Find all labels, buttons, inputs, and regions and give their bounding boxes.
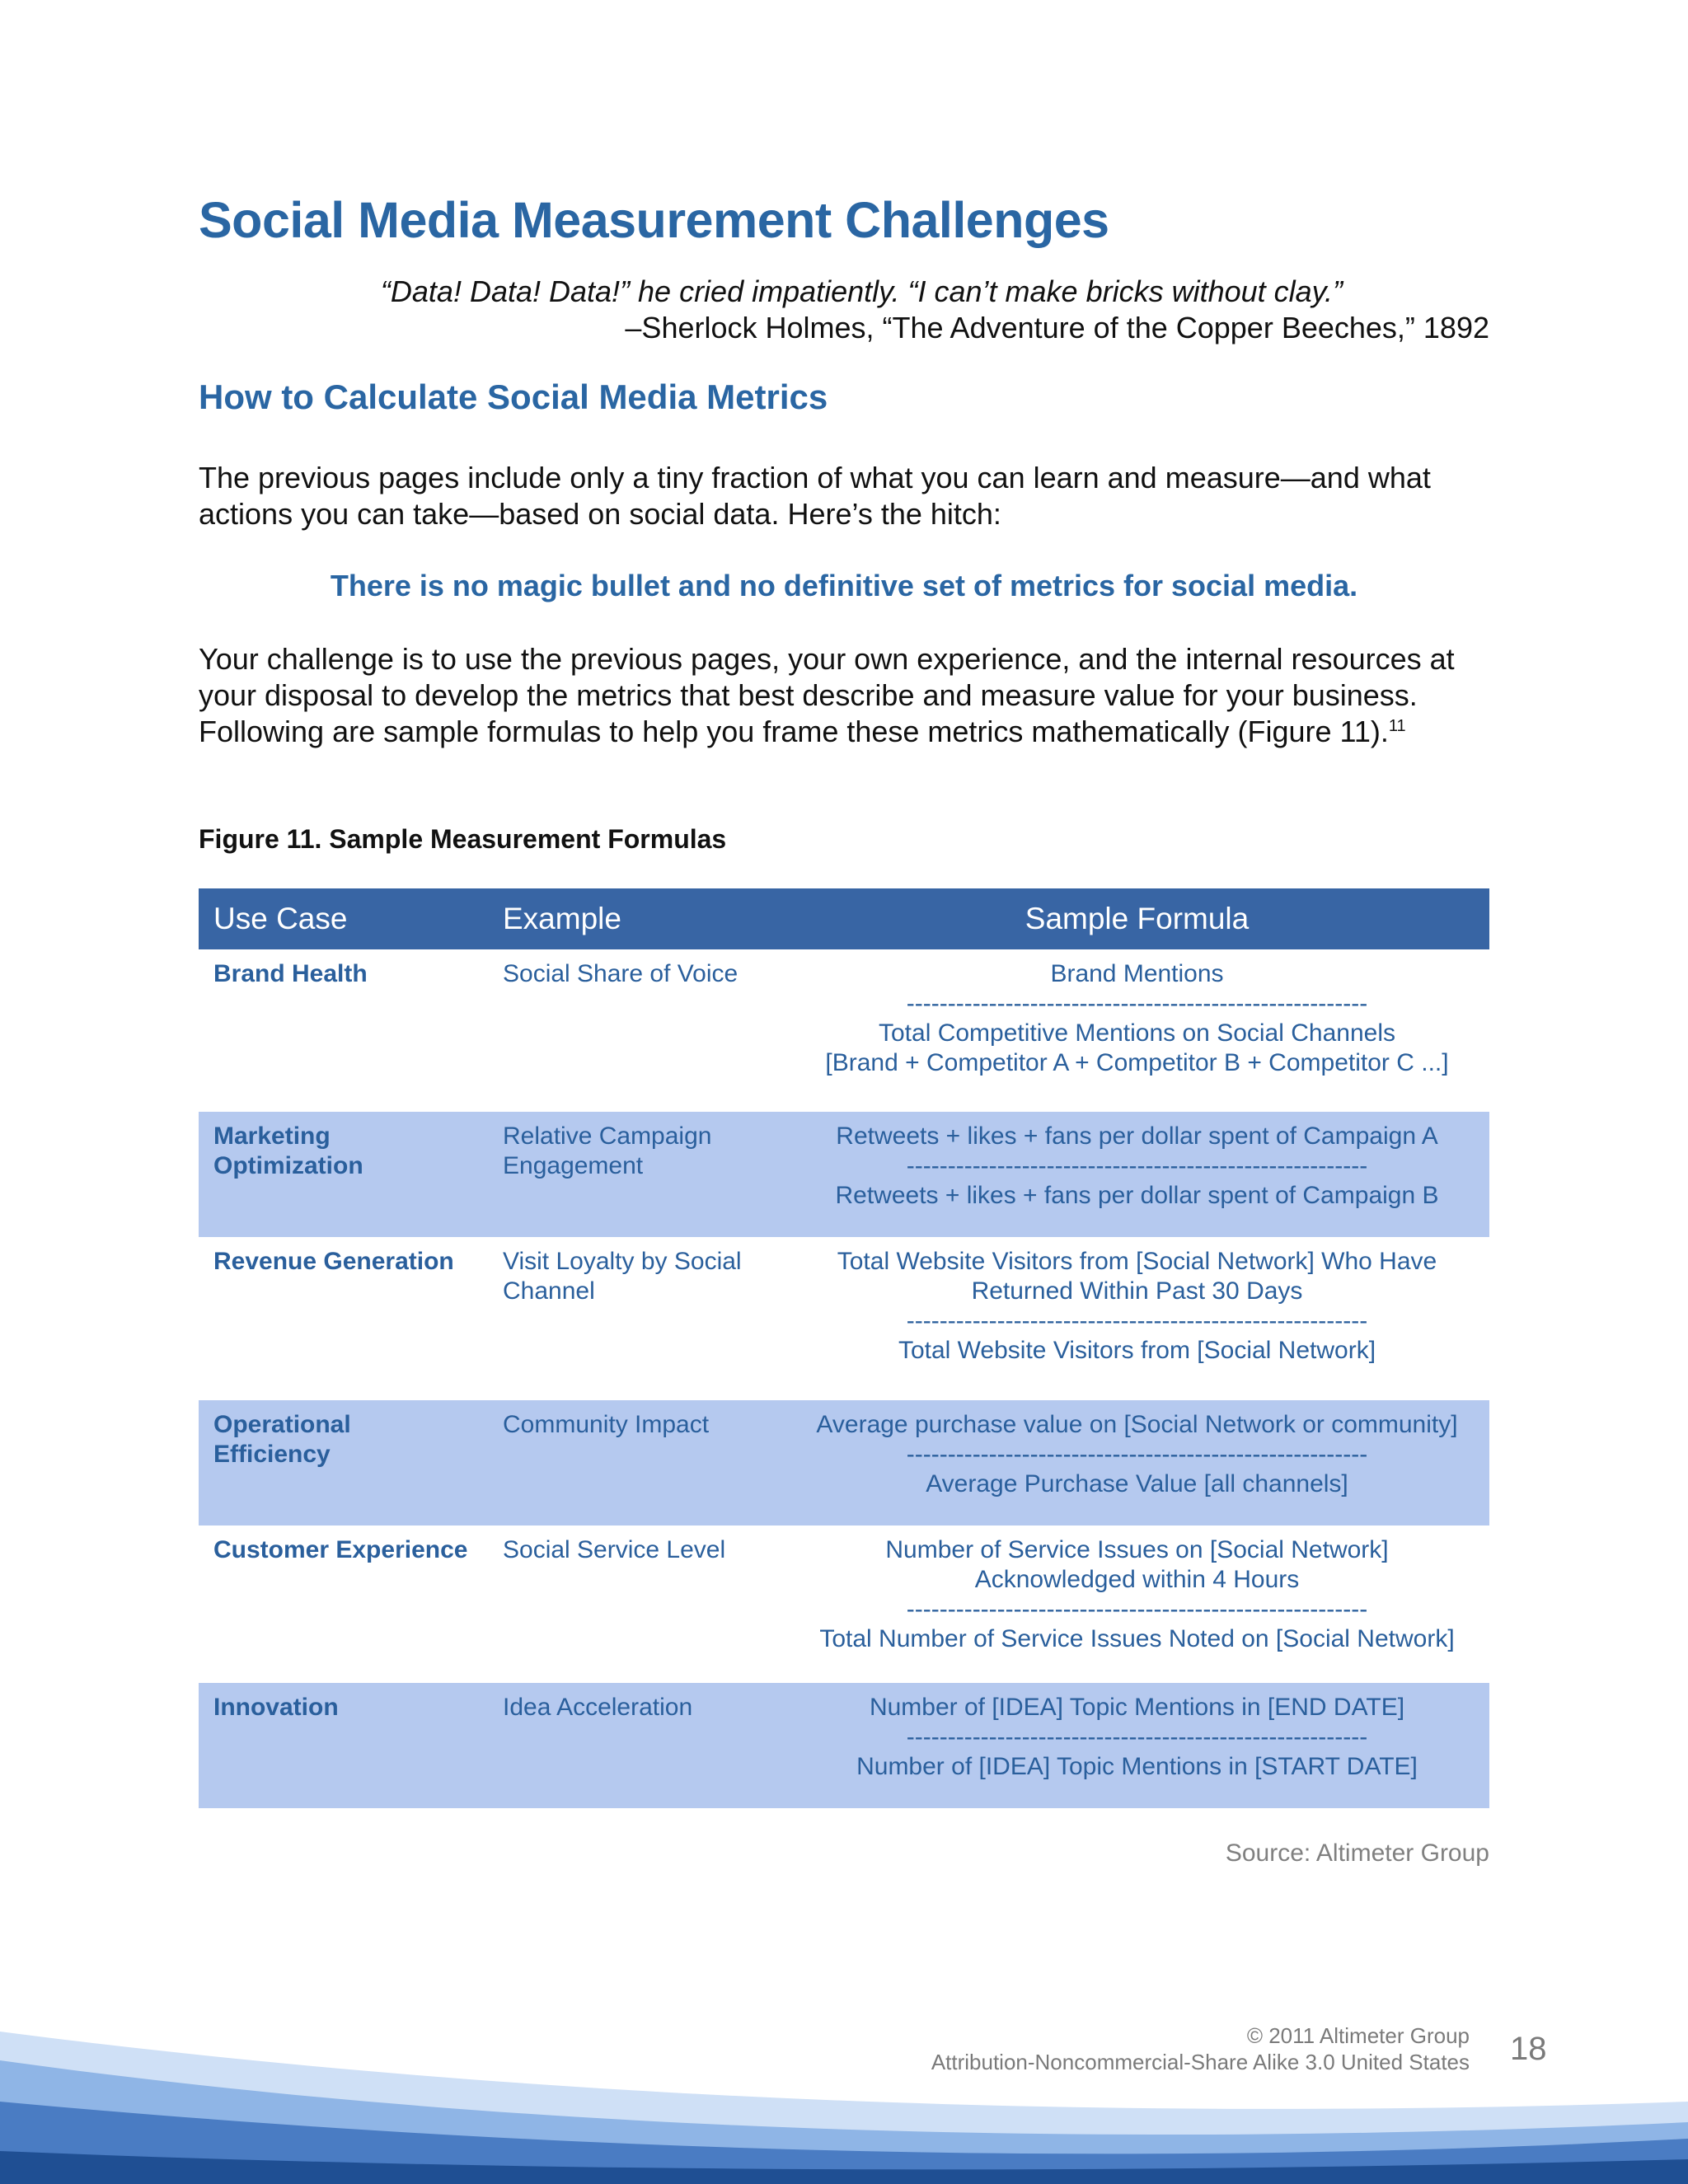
callout-statement: There is no magic bullet and no definitive set of metrics for social media. [330,569,1358,602]
formulas-table [199,888,1489,1808]
source-note: Source: Altimeter Group [1225,1840,1489,1867]
header-example: Example [488,888,785,949]
use-case-cell: Innovation [199,1683,488,1808]
formula-cell [785,1683,1489,1808]
formula-numerator: Acknowledged within 4 Hours [974,1566,1300,1593]
use-case-cell: Revenue Generation [199,1237,488,1400]
intro-paragraph: The previous pages include only a tiny fraction of what you can learn and measure—and what actions you can take—based on social data. Here’s the hitch: [199,461,1431,531]
table-row [199,949,1489,1112]
fraction-divider: -------------------------------------------------------- [906,1596,1368,1623]
example-cell: Visit Loyalty by Social Channel [488,1237,785,1400]
challenge-paragraph-text: Your challenge is to use the previous pages, your own experience, and the internal resources at your disposal to develop the metrics that best describe and measure value for your business. Following are sample formulas to help you frame these metrics mathematically (Figure 11). [199,642,1455,748]
epigraph-quote [199,274,1489,346]
formula-numerator: Average purchase value on [Social Network or community] [816,1411,1458,1438]
use-case-cell: Customer Experience [199,1526,488,1683]
formula-denominator: Total Number of Service Issues Noted on [Social Network] [819,1625,1455,1652]
table-row [199,1400,1489,1526]
formula-denominator: Average Purchase Value [all channels] [926,1470,1348,1497]
formula-numerator: Total Website Visitors from [Social Network] Who Have [837,1248,1437,1275]
figure-caption: Figure 11. Sample Measurement Formulas [199,824,727,854]
example-cell: Idea Acceleration [488,1683,785,1808]
footnote-reference: 11 [1388,717,1406,735]
formula-denominator: Total Competitive Mentions on Social Channels [879,1019,1395,1047]
formula-denominator: Retweets + likes + fans per dollar spent of Campaign B [835,1182,1439,1209]
formula-cell [785,1400,1489,1526]
formula-denominator: [Brand + Competitor A + Competitor B + Competitor C ...] [825,1049,1449,1076]
formula-denominator: Number of [IDEA] Topic Mentions in [START DATE] [856,1753,1418,1780]
table-row [199,1112,1489,1237]
formula-numerator: Returned Within Past 30 Days [971,1277,1303,1305]
fraction-divider: -------------------------------------------------------- [906,1441,1368,1468]
page-title: Social Media Measurement Challenges [199,192,1109,248]
formula-cell [785,949,1489,1112]
fraction-divider: -------------------------------------------------------- [906,1307,1368,1334]
example-cell: Social Share of Voice [488,949,785,1112]
fraction-divider: -------------------------------------------------------- [906,1152,1368,1179]
table-row [199,1526,1489,1683]
formula-denominator: Total Website Visitors from [Social Network] [898,1337,1376,1364]
footer-credits [931,2022,1470,2075]
use-case-cell: Marketing Optimization [199,1112,488,1237]
table-row [199,1683,1489,1808]
formula-numerator: Brand Mentions [1050,960,1224,987]
example-cell: Social Service Level [488,1526,785,1683]
formula-numerator: Number of Service Issues on [Social Network] [885,1536,1389,1563]
header-sample-formula: Sample Formula [785,888,1489,949]
table-header-row [199,888,1489,949]
fraction-divider: -------------------------------------------------------- [906,1723,1368,1750]
formula-numerator: Number of [IDEA] Topic Mentions in [END DATE] [869,1694,1405,1721]
formula-cell [785,1112,1489,1237]
use-case-cell: Brand Health [199,949,488,1112]
example-cell: Community Impact [488,1400,785,1526]
example-cell: Relative Campaign Engagement [488,1112,785,1237]
formula-cell [785,1237,1489,1400]
use-case-cell: Operational Efficiency [199,1400,488,1526]
quote-attribution: –Sherlock Holmes, “The Adventure of the Copper Beeches,” 1892 [625,311,1489,344]
section-heading: How to Calculate Social Media Metrics [199,377,828,416]
formula-numerator: Retweets + likes + fans per dollar spent of Campaign A [836,1122,1438,1150]
header-use-case: Use Case [199,888,488,949]
copyright-text: © 2011 Altimeter Group [1246,2023,1470,2048]
challenge-paragraph [199,641,1517,750]
formula-cell [785,1526,1489,1683]
fraction-divider: -------------------------------------------------------- [906,990,1368,1017]
table-row [199,1237,1489,1400]
quote-text: “Data! Data! Data!” he cried impatiently. “I can’t make bricks without clay.” [380,274,1343,308]
license-text: Attribution-Noncommercial-Share Alike 3.0 United States [931,2050,1470,2074]
page-number: 18 [1510,2031,1547,2067]
